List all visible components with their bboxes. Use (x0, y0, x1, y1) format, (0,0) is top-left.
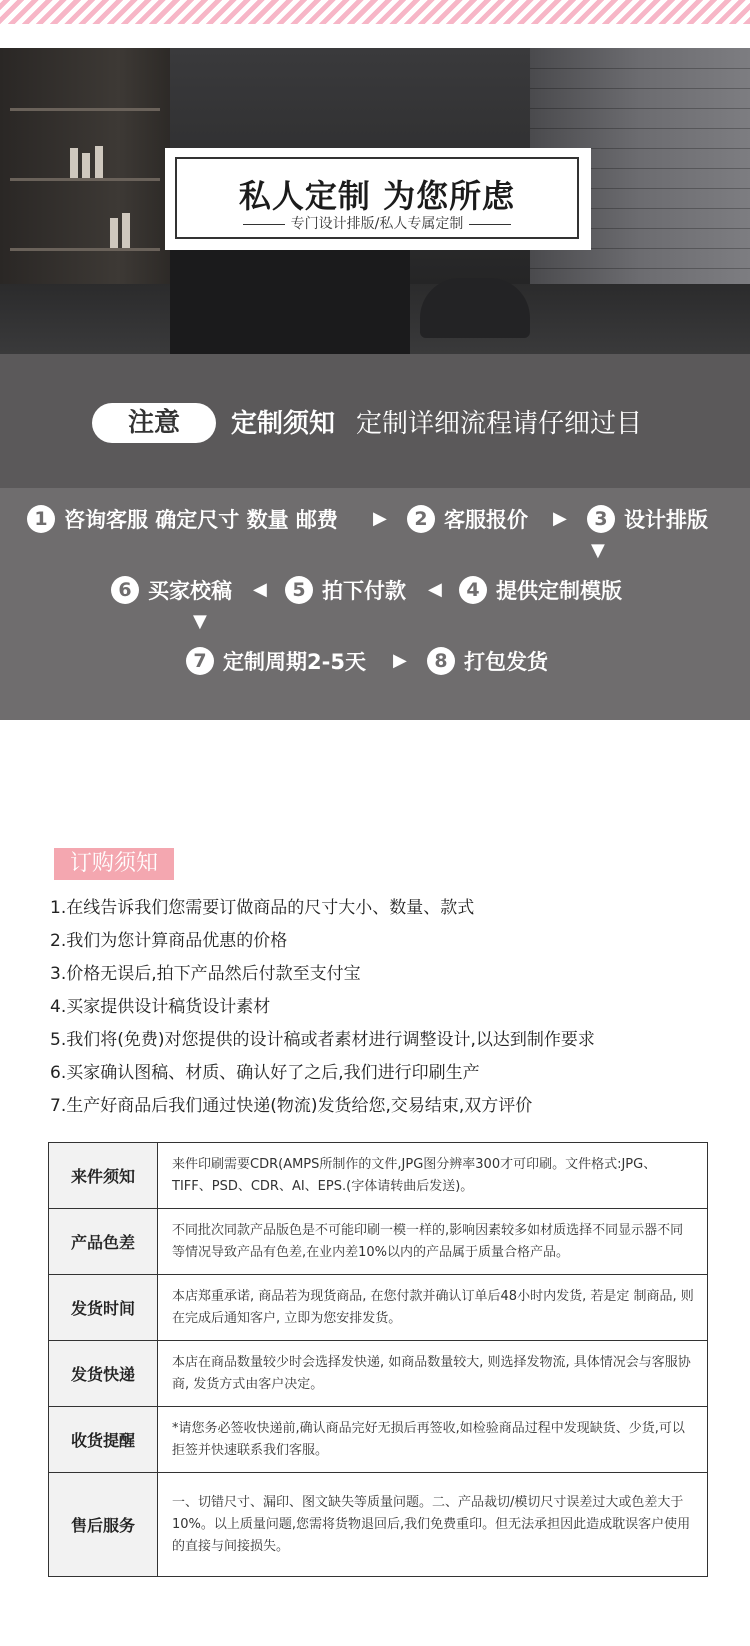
row-key: 来件须知 (49, 1143, 158, 1209)
row-key: 售后服务 (49, 1473, 158, 1577)
flow-step-6 (111, 575, 232, 605)
step-label-2: 客服报价 (444, 508, 528, 532)
step-label-6: 买家校稿 (148, 579, 232, 603)
banner-subtitle: 专门设计排版/私人专属定制 (290, 216, 464, 232)
flow-step-2 (407, 504, 528, 534)
divider-line-left (243, 224, 285, 225)
flow-step-1 (27, 504, 338, 534)
arrow-down-icon: ▼ (193, 611, 207, 632)
step-number-7: 7 (186, 647, 214, 675)
desk-decoration (170, 248, 410, 354)
list-item: 4.买家提供设计稿货设计素材 (50, 997, 271, 1017)
row-key: 发货时间 (49, 1275, 158, 1341)
flow-step-3 (587, 504, 708, 534)
table-row (49, 1473, 708, 1577)
row-key: 收货提醒 (49, 1407, 158, 1473)
step-number-2: 2 (407, 505, 435, 533)
step-number-1: 1 (27, 505, 55, 533)
arrow-down-icon: ▼ (591, 540, 605, 561)
row-value: 一、切错尺寸、漏印、图文缺失等质量问题。二、产品裁切/模切尺寸误差过大或色差大于10%。以上质量问题,您需将货物退回后,我们免费重印。但无法承担因此造成耽误客户使用的直接与间接损失。 (158, 1473, 708, 1577)
list-item: 6.买家确认图稿、材质、确认好了之后,我们进行印刷生产 (50, 1063, 480, 1083)
list-item: 1.在线告诉我们您需要订做商品的尺寸大小、数量、款式 (50, 898, 475, 918)
step-label-3: 设计排版 (624, 508, 708, 532)
notice-heading: 定制须知 (231, 409, 336, 439)
order-list (50, 892, 710, 1123)
step-number-3: 3 (587, 505, 615, 533)
arrow-right-icon: ▶ (373, 508, 387, 529)
row-value: 来件印刷需要CDR(AMPS所制作的文件,JPG图分辨率300才可印刷。文件格式:JPG、TIFF、PSD、CDR、AI、EPS.(字体请转曲后发送)。 (158, 1143, 708, 1209)
notice-text: 定制详细流程请仔细过目 (356, 409, 643, 439)
table-row (49, 1275, 708, 1341)
table-row (49, 1143, 708, 1209)
step-number-6: 6 (111, 576, 139, 604)
row-value: 本店在商品数量较少时会选择发快递, 如商品数量较大, 则选择发物流, 具体情况会与客服协商, 发货方式由客户决定。 (158, 1341, 708, 1407)
flow-step-7 (186, 646, 366, 676)
banner-title-box (165, 148, 591, 250)
banner-title: 私人定制 为您所虑 (238, 177, 516, 215)
arrow-right-icon: ▶ (393, 650, 407, 671)
step-label-7: 定制周期2-5天 (223, 650, 366, 674)
pink-stripe-border (0, 0, 750, 24)
notice-pill: 注意 (92, 403, 216, 443)
row-key: 发货快递 (49, 1341, 158, 1407)
step-label-4: 提供定制模版 (496, 579, 622, 603)
table-row (49, 1341, 708, 1407)
list-item: 5.我们将(免费)对您提供的设计稿或者素材进行调整设计,以达到制作要求 (50, 1030, 595, 1050)
process-flow (0, 488, 750, 720)
chair-decoration (420, 278, 530, 338)
step-label-5: 拍下付款 (322, 579, 406, 603)
flow-step-8 (427, 646, 548, 676)
arrow-left-icon: ◀ (428, 579, 442, 600)
order-section-title: 订购须知 (54, 848, 174, 880)
arrow-right-icon: ▶ (553, 508, 567, 529)
banner-subtitle-row (177, 213, 577, 233)
list-item: 7.生产好商品后我们通过快递(物流)发货给您,交易结束,双方评价 (50, 1096, 533, 1116)
table-row (49, 1407, 708, 1473)
list-item: 3.价格无误后,拍下产品然后付款至支付宝 (50, 964, 361, 984)
table-row (49, 1209, 708, 1275)
row-value: 本店郑重承诺, 商品若为现货商品, 在您付款并确认订单后48小时内发货, 若是定 制商品, 则在完成后通知客户, 立即为您安排发货。 (158, 1275, 708, 1341)
info-table (48, 1142, 708, 1577)
flow-step-4 (459, 575, 622, 605)
arrow-left-icon: ◀ (253, 579, 267, 600)
step-number-5: 5 (285, 576, 313, 604)
step-number-4: 4 (459, 576, 487, 604)
divider-line-right (469, 224, 511, 225)
step-label-8: 打包发货 (464, 650, 548, 674)
step-number-8: 8 (427, 647, 455, 675)
list-item: 2.我们为您计算商品优惠的价格 (50, 931, 288, 951)
notice-bar (0, 354, 750, 488)
row-key: 产品色差 (49, 1209, 158, 1275)
flow-step-5 (285, 575, 406, 605)
row-value: 不同批次同款产品版色是不可能印刷一模一样的,影响因素较多如材质选择不同显示器不同等情况导致产品有色差,在业内差10%以内的产品属于质量合格产品。 (158, 1209, 708, 1275)
step-label-1: 咨询客服 确定尺寸 数量 邮费 (64, 508, 338, 532)
row-value: *请您务必签收快递前,确认商品完好无损后再签收,如检验商品过程中发现缺货、少货,可以拒签并快速联系我们客服。 (158, 1407, 708, 1473)
